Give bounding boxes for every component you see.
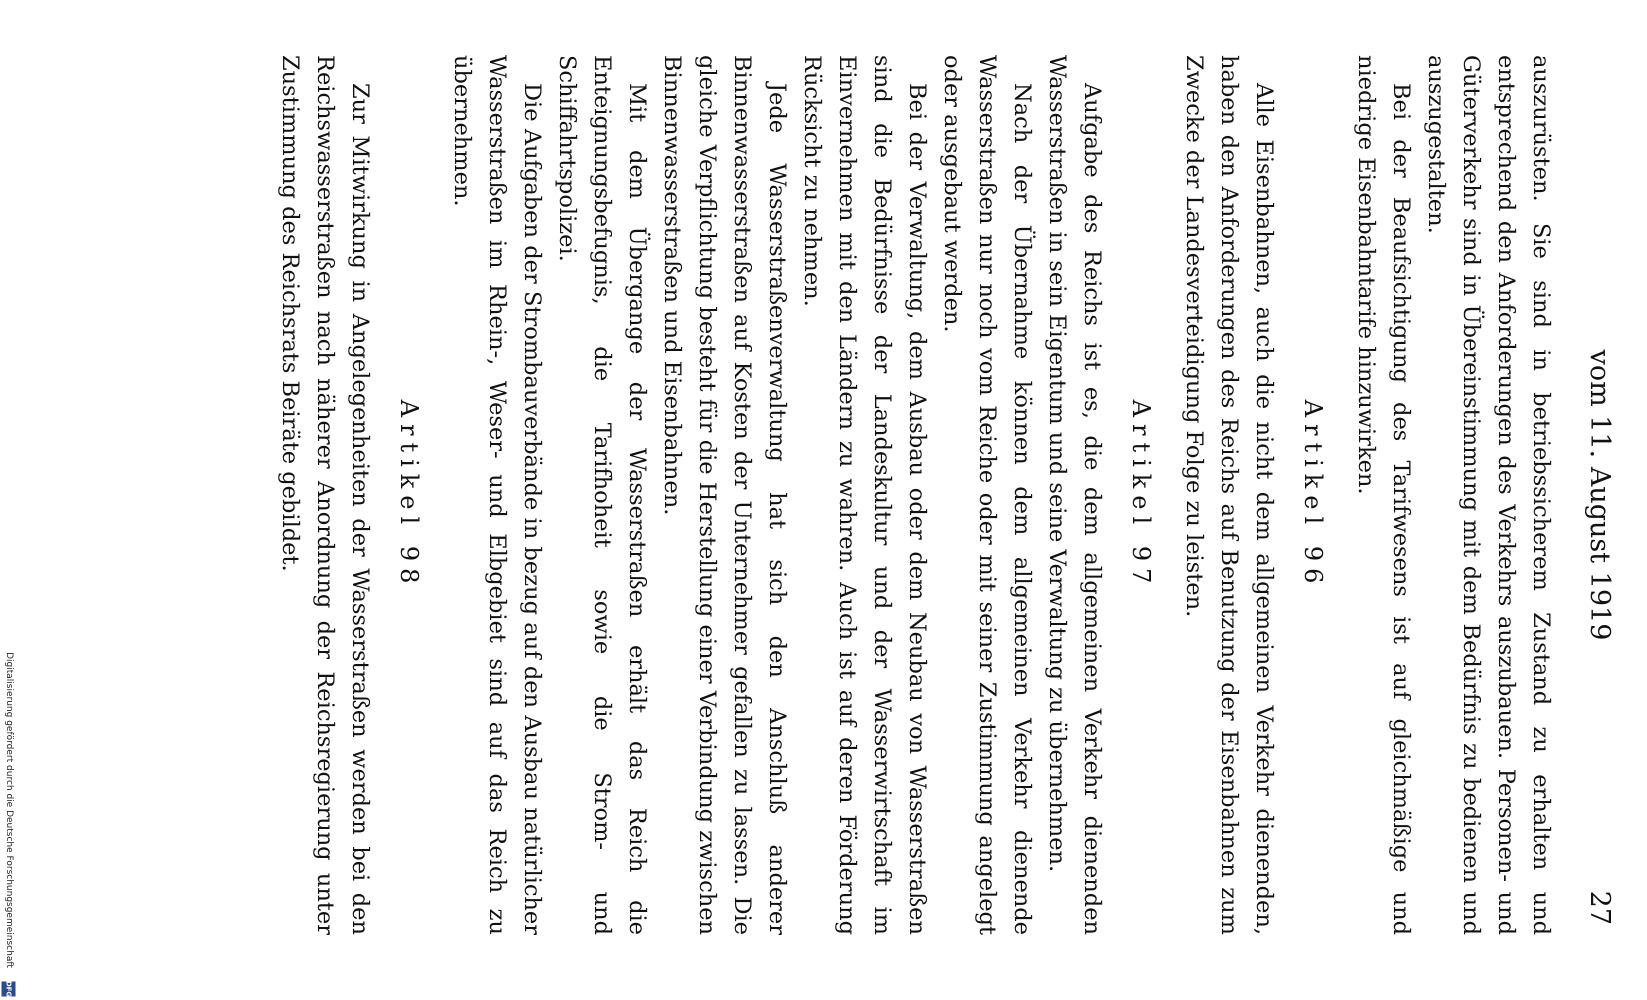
- header-date: vom 11. August 1919: [1584, 349, 1615, 641]
- paragraph: Jede Wasserstraßenverwaltung hat sich den Anschluß anderer Binnenwasserstraßen auf Kosten der Unternehmer gefallen zu lassen. Die gleiche Verpflichtung besteht für die Herstellung einer Verbindung zwischen Binnenwasserstraßen und Eisenbahnen.: [659, 55, 790, 935]
- dfg-logo: DFG: [2, 982, 16, 997]
- paragraph: Bei der Beaufsichtigung des Tarifwesens ist auf gleichmäßige und niedrige Eisenbahntarife hinzuwirken.: [1353, 55, 1414, 935]
- page-header: [1575, 55, 1615, 935]
- paragraph: Aufgabe des Reichs ist es, die dem allgemeinen Verkehr dienenden Wasserstraßen in sein Eigentum und seine Verwaltung zu übernehmen.: [1044, 55, 1105, 935]
- paragraph: Zur Mitwirkung in Angelegenheiten der Wasserstraßen werden bei den Reichswasserstraßen nach näherer Anordnung der Reichsregierung unter Zustimmung des Reichsrats Beiräte gebildet.: [277, 55, 373, 935]
- article-heading: Artikel 96: [1299, 399, 1327, 591]
- article-heading: Artikel 98: [395, 399, 423, 591]
- margin-strip: [0, 0, 18, 1000]
- paragraph: Die Aufgaben der Strombauverbände in bezug auf den Ausbau natürlicher Wasserstraßen im Rhein-, Weser- und Elbgebiet sind auf das Reich zu übernehmen.: [449, 55, 545, 935]
- paragraph: Bei der Verwaltung, dem Ausbau oder dem Neubau von Wasserstraßen sind die Bedürfnisse der Landeskultur und der Wasserwirtschaft im Einvernehmen mit den Ländern zu wahren. Auch ist auf deren Förderung Rücksicht zu nehmen.: [799, 55, 930, 935]
- page-number: 27: [1584, 890, 1615, 925]
- digitization-note: Digitalisierung gefördert durch die Deutsche Forschungsgemeinschaft: [4, 652, 14, 968]
- page-body: [272, 55, 1558, 935]
- paragraph: Alle Eisenbahnen, auch die nicht dem allgemeinen Verkehr dienenden, haben den Anforderungen des Reichs auf Benutzung der Eisenbahnen zum Zwecke der Landesverteidigung Folge zu leisten.: [1181, 55, 1277, 935]
- scanned-page: [260, 5, 1620, 965]
- paragraph: Mit dem Übergange der Wasserstraßen erhält das Reich die Enteignungsbefugnis, die Tarifhoheit sowie die Strom- und Schiffahrtspolizei.: [554, 55, 650, 935]
- paragraph: Nach der Übernahme können dem allgemeinen Verkehr dienende Wasserstraßen nur noch vom Reiche oder mit seiner Zustimmung angelegt oder ausgebaut werden.: [939, 55, 1035, 935]
- article-heading: Artikel 97: [1127, 399, 1155, 591]
- paragraph: auszurüsten. Sie sind in betriebssicherem Zustand zu erhalten und entsprechend den Anforderungen des Verkehrs auszubauen. Personen- und Güterverkehr sind in Übereinstimmung mit dem Bedürfnis zu bedienen und auszugestalten.: [1423, 55, 1554, 935]
